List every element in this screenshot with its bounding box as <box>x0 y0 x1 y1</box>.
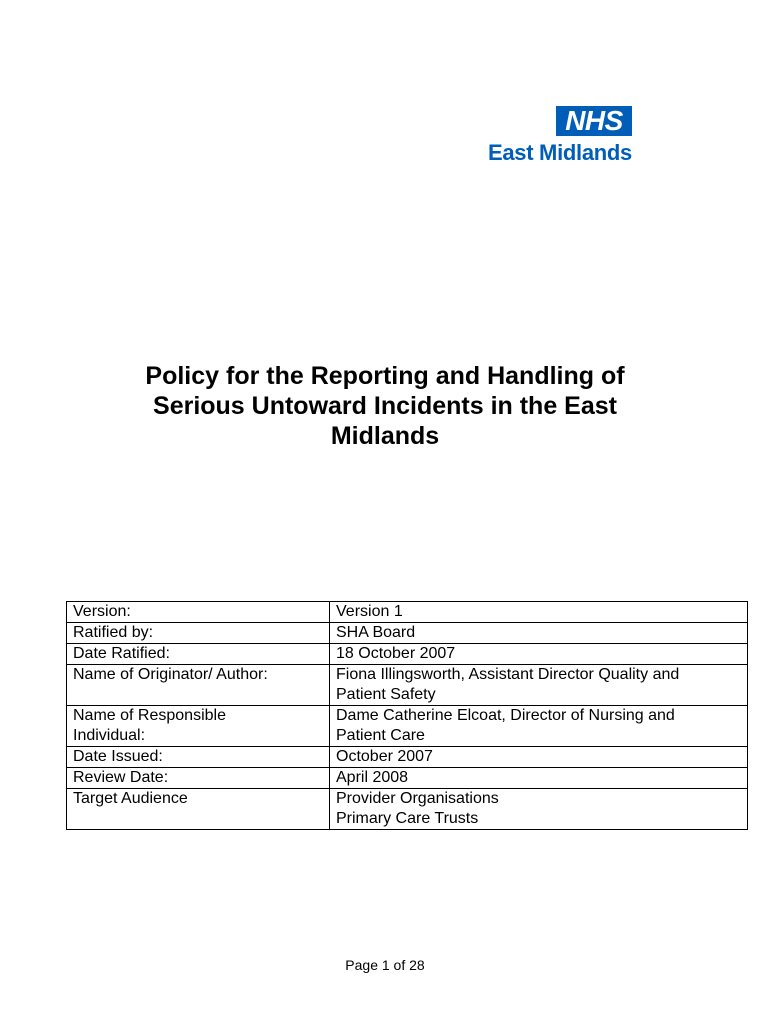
target-audience-value <box>330 789 748 830</box>
table-row-version <box>67 602 748 623</box>
target-audience-value-line-1: Provider Organisations <box>336 790 499 807</box>
ratified-by-value: SHA Board <box>330 623 748 644</box>
version-label: Version: <box>67 602 330 623</box>
responsible-label-line-1: Name of Responsible <box>73 707 226 724</box>
version-value: Version 1 <box>330 602 748 623</box>
table-row-date-ratified <box>67 644 748 665</box>
review-date-label: Review Date: <box>67 768 330 789</box>
originator-label: Name of Originator/ Author: <box>67 665 330 706</box>
table-row-responsible-individual <box>67 706 748 747</box>
table-row-date-issued <box>67 747 748 768</box>
document-title <box>0 361 770 451</box>
date-issued-value: October 2007 <box>330 747 748 768</box>
originator-value <box>330 665 748 706</box>
title-line-2: Serious Untoward Incidents in the East <box>153 392 617 420</box>
page-number: Page 1 of 28 <box>345 957 425 973</box>
date-ratified-value: 18 October 2007 <box>330 644 748 665</box>
originator-value-line-1: Fiona Illingsworth, Assistant Director Quality and <box>336 666 680 683</box>
target-audience-value-line-2: Primary Care Trusts <box>336 810 479 827</box>
nhs-east-midlands-logo <box>460 106 632 166</box>
responsible-label-line-2: Individual: <box>73 727 146 744</box>
table-row-ratified-by <box>67 623 748 644</box>
nhs-logo-text: NHS <box>565 105 623 136</box>
ratified-by-label: Ratified by: <box>67 623 330 644</box>
date-issued-label: Date Issued: <box>67 747 330 768</box>
nhs-logo-box <box>556 106 632 136</box>
date-ratified-label: Date Ratified: <box>67 644 330 665</box>
document-metadata-table <box>66 601 748 830</box>
table-row-originator <box>67 665 748 706</box>
title-line-1: Policy for the Reporting and Handling of <box>145 362 625 390</box>
responsible-individual-label <box>67 706 330 747</box>
originator-value-line-2: Patient Safety <box>336 686 436 703</box>
region-name: East Midlands <box>487 140 632 165</box>
review-date-value: April 2008 <box>330 768 748 789</box>
responsible-individual-value <box>330 706 748 747</box>
responsible-value-line-2: Patient Care <box>336 727 425 744</box>
responsible-value-line-1: Dame Catherine Elcoat, Director of Nursing and <box>336 707 675 724</box>
target-audience-label: Target Audience <box>67 789 330 830</box>
table-row-review-date <box>67 768 748 789</box>
title-line-3: Midlands <box>330 422 440 450</box>
table-row-target-audience <box>67 789 748 830</box>
